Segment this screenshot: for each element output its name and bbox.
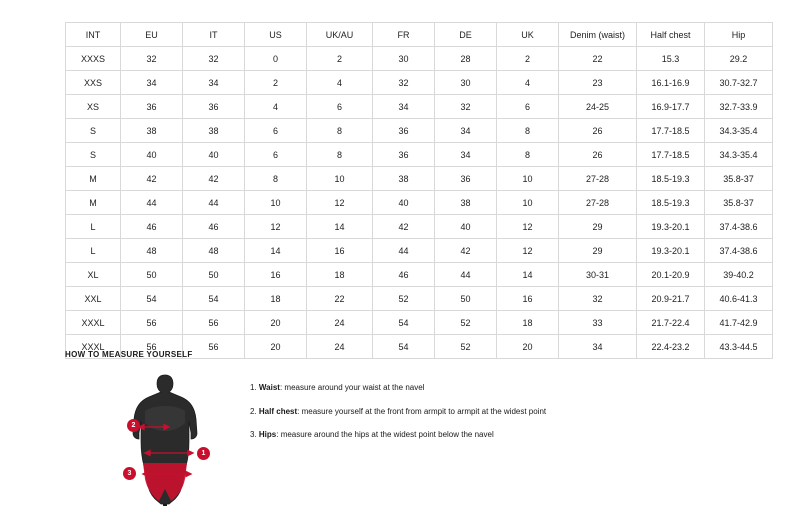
- table-cell: 8: [497, 119, 559, 143]
- table-row: [66, 95, 773, 119]
- table-cell: 38: [121, 119, 183, 143]
- table-cell: 22: [307, 287, 373, 311]
- table-cell: 48: [121, 239, 183, 263]
- table-cell: 30.7-32.7: [705, 71, 773, 95]
- column-header: INT: [66, 23, 121, 47]
- instruction-text: : measure around your waist at the navel: [279, 383, 425, 392]
- table-row: [66, 191, 773, 215]
- table-cell: 34.3-35.4: [705, 143, 773, 167]
- table-cell: 29: [559, 239, 637, 263]
- table-cell: M: [66, 167, 121, 191]
- table-cell: 29.2: [705, 47, 773, 71]
- instruction-term: Waist: [258, 383, 280, 392]
- table-row: [66, 263, 773, 287]
- table-cell: 38: [435, 191, 497, 215]
- table-cell: 24: [307, 311, 373, 335]
- table-cell: 17.7-18.5: [637, 143, 705, 167]
- table-cell: 42: [373, 215, 435, 239]
- measure-instruction-list: [250, 371, 546, 454]
- table-cell: 42: [435, 239, 497, 263]
- table-row: [66, 287, 773, 311]
- table-cell: 36: [373, 119, 435, 143]
- column-header: DE: [435, 23, 497, 47]
- table-cell: 12: [497, 215, 559, 239]
- instruction-number: 2.: [250, 406, 257, 416]
- table-cell: 27-28: [559, 191, 637, 215]
- table-cell: 54: [373, 311, 435, 335]
- table-cell: 24-25: [559, 95, 637, 119]
- table-cell: 36: [183, 95, 245, 119]
- table-cell: 16.9-17.7: [637, 95, 705, 119]
- table-cell: 32: [373, 71, 435, 95]
- table-cell: 4: [497, 71, 559, 95]
- table-cell: 27-28: [559, 167, 637, 191]
- table-cell: 20.1-20.9: [637, 263, 705, 287]
- table-cell: 40: [121, 143, 183, 167]
- table-cell: 40.6-41.3: [705, 287, 773, 311]
- table-cell: 30: [373, 47, 435, 71]
- table-cell: 38: [373, 167, 435, 191]
- table-cell: 46: [183, 215, 245, 239]
- table-row: [66, 47, 773, 71]
- table-cell: 56: [183, 311, 245, 335]
- table-row: [66, 311, 773, 335]
- table-cell: 34: [435, 119, 497, 143]
- measure-section-title: HOW TO MEASURE YOURSELF: [65, 350, 193, 359]
- measure-instruction: [250, 407, 546, 417]
- table-cell: 20: [245, 311, 307, 335]
- table-cell: 54: [121, 287, 183, 311]
- table-cell: 44: [373, 239, 435, 263]
- table-cell: 20.9-21.7: [637, 287, 705, 311]
- table-cell: 34.3-35.4: [705, 119, 773, 143]
- table-cell: 24: [307, 335, 373, 359]
- table-cell: 19.3-20.1: [637, 239, 705, 263]
- instruction-number: 1.: [250, 383, 257, 392]
- column-header: UK/AU: [307, 23, 373, 47]
- table-cell: 8: [497, 143, 559, 167]
- table-cell: 23: [559, 71, 637, 95]
- table-cell: 4: [307, 71, 373, 95]
- table-cell: 18: [245, 287, 307, 311]
- table-cell: 10: [245, 191, 307, 215]
- table-cell: 56: [183, 335, 245, 359]
- table-cell: 44: [183, 191, 245, 215]
- table-cell: 54: [373, 335, 435, 359]
- table-cell: 4: [245, 95, 307, 119]
- table-cell: 52: [373, 287, 435, 311]
- table-cell: 50: [435, 287, 497, 311]
- table-cell: 36: [121, 95, 183, 119]
- table-cell: 10: [497, 167, 559, 191]
- table-cell: 16.1-16.9: [637, 71, 705, 95]
- column-header: UK: [497, 23, 559, 47]
- table-cell: 6: [245, 143, 307, 167]
- table-cell: M: [66, 191, 121, 215]
- table-cell: L: [66, 215, 121, 239]
- table-cell: 40: [373, 191, 435, 215]
- table-cell: 32: [559, 287, 637, 311]
- table-cell: 20: [245, 335, 307, 359]
- table-cell: 48: [183, 239, 245, 263]
- table-cell: 52: [435, 311, 497, 335]
- table-row: [66, 215, 773, 239]
- table-cell: 0: [245, 47, 307, 71]
- table-cell: 20: [497, 335, 559, 359]
- measure-instruction: [250, 383, 546, 393]
- badge-waist: 1: [197, 447, 210, 460]
- table-cell: 8: [307, 119, 373, 143]
- table-cell: 56: [121, 335, 183, 359]
- table-cell: 2: [497, 47, 559, 71]
- table-cell: 2: [245, 71, 307, 95]
- table-cell: 36: [435, 167, 497, 191]
- table-cell: 50: [121, 263, 183, 287]
- table-cell: 12: [307, 191, 373, 215]
- table-cell: 16: [497, 287, 559, 311]
- table-cell: 56: [121, 311, 183, 335]
- column-header: Denim (waist): [559, 23, 637, 47]
- table-cell: S: [66, 143, 121, 167]
- badge-half-chest: 2: [127, 419, 140, 432]
- table-cell: 32: [435, 95, 497, 119]
- table-cell: 2: [307, 47, 373, 71]
- table-cell: 34: [435, 143, 497, 167]
- table-cell: 41.7-42.9: [705, 311, 773, 335]
- table-cell: XXXL: [66, 311, 121, 335]
- table-row: [66, 167, 773, 191]
- table-cell: 40: [183, 143, 245, 167]
- table-cell: 32: [121, 47, 183, 71]
- table-cell: 34: [183, 71, 245, 95]
- table-cell: 14: [497, 263, 559, 287]
- table-cell: 54: [183, 287, 245, 311]
- table-cell: 12: [497, 239, 559, 263]
- table-cell: 22: [559, 47, 637, 71]
- column-header: EU: [121, 23, 183, 47]
- table-cell: 28: [435, 47, 497, 71]
- table-cell: S: [66, 119, 121, 143]
- table-cell: 43.3-44.5: [705, 335, 773, 359]
- table-cell: 16: [307, 239, 373, 263]
- how-to-measure-section: [65, 350, 765, 506]
- table-row: [66, 143, 773, 167]
- table-cell: XXXS: [66, 47, 121, 71]
- table-cell: 30-31: [559, 263, 637, 287]
- table-row: [66, 239, 773, 263]
- instruction-number: 3.: [250, 430, 257, 440]
- table-cell: 18: [497, 311, 559, 335]
- measure-instruction: [250, 430, 546, 440]
- table-cell: L: [66, 239, 121, 263]
- table-cell: 33: [559, 311, 637, 335]
- table-cell: XL: [66, 263, 121, 287]
- table-cell: 8: [307, 143, 373, 167]
- table-cell: 44: [121, 191, 183, 215]
- table-cell: 12: [245, 215, 307, 239]
- table-cell: 32.7-33.9: [705, 95, 773, 119]
- table-cell: XXL: [66, 287, 121, 311]
- table-cell: 37.4-38.6: [705, 239, 773, 263]
- table-row: [66, 71, 773, 95]
- instruction-text: : measure yourself at the front from armpit to armpit at the widest point: [297, 406, 547, 416]
- badge-hips: 3: [123, 467, 136, 480]
- table-cell: 10: [497, 191, 559, 215]
- table-cell: 46: [373, 263, 435, 287]
- table-cell: 35.8-37: [705, 167, 773, 191]
- size-conversion-table: [65, 22, 773, 359]
- table-cell: 30: [435, 71, 497, 95]
- table-cell: 44: [435, 263, 497, 287]
- table-cell: 29: [559, 215, 637, 239]
- table-cell: 18.5-19.3: [637, 191, 705, 215]
- table-cell: 8: [245, 167, 307, 191]
- table-cell: 34: [373, 95, 435, 119]
- table-cell: 15.3: [637, 47, 705, 71]
- table-cell: 6: [307, 95, 373, 119]
- column-header: FR: [373, 23, 435, 47]
- table-cell: 34: [559, 335, 637, 359]
- table-cell: XXXL: [66, 335, 121, 359]
- table-cell: 42: [183, 167, 245, 191]
- table-cell: 37.4-38.6: [705, 215, 773, 239]
- table-cell: 26: [559, 143, 637, 167]
- table-cell: 34: [121, 71, 183, 95]
- table-cell: 35.8-37: [705, 191, 773, 215]
- column-header: US: [245, 23, 307, 47]
- table-cell: 14: [307, 215, 373, 239]
- table-cell: 52: [435, 335, 497, 359]
- column-header: Half chest: [637, 23, 705, 47]
- column-header: Hip: [705, 23, 773, 47]
- table-cell: 32: [183, 47, 245, 71]
- instruction-term: Half chest: [258, 406, 298, 416]
- table-header-row: [66, 23, 773, 47]
- table-cell: 50: [183, 263, 245, 287]
- table-cell: 42: [121, 167, 183, 191]
- table-cell: 17.7-18.5: [637, 119, 705, 143]
- mannequin-figure: [105, 371, 225, 506]
- table-cell: 18.5-19.3: [637, 167, 705, 191]
- mannequin-illustration: [105, 371, 225, 506]
- instruction-term: Hips: [258, 430, 277, 440]
- table-cell: 6: [245, 119, 307, 143]
- table-cell: 18: [307, 263, 373, 287]
- column-header: IT: [183, 23, 245, 47]
- table-cell: 10: [307, 167, 373, 191]
- table-cell: 16: [245, 263, 307, 287]
- table-cell: 40: [435, 215, 497, 239]
- table-cell: 22.4-23.2: [637, 335, 705, 359]
- table-cell: 21.7-22.4: [637, 311, 705, 335]
- table-cell: 26: [559, 119, 637, 143]
- table-cell: 6: [497, 95, 559, 119]
- table-cell: 38: [183, 119, 245, 143]
- table-cell: 36: [373, 143, 435, 167]
- table-cell: XS: [66, 95, 121, 119]
- table-cell: XXS: [66, 71, 121, 95]
- table-cell: 39-40.2: [705, 263, 773, 287]
- table-cell: 19.3-20.1: [637, 215, 705, 239]
- table-cell: 46: [121, 215, 183, 239]
- table-cell: 14: [245, 239, 307, 263]
- instruction-text: : measure around the hips at the widest point below the navel: [276, 430, 494, 440]
- table-row: [66, 119, 773, 143]
